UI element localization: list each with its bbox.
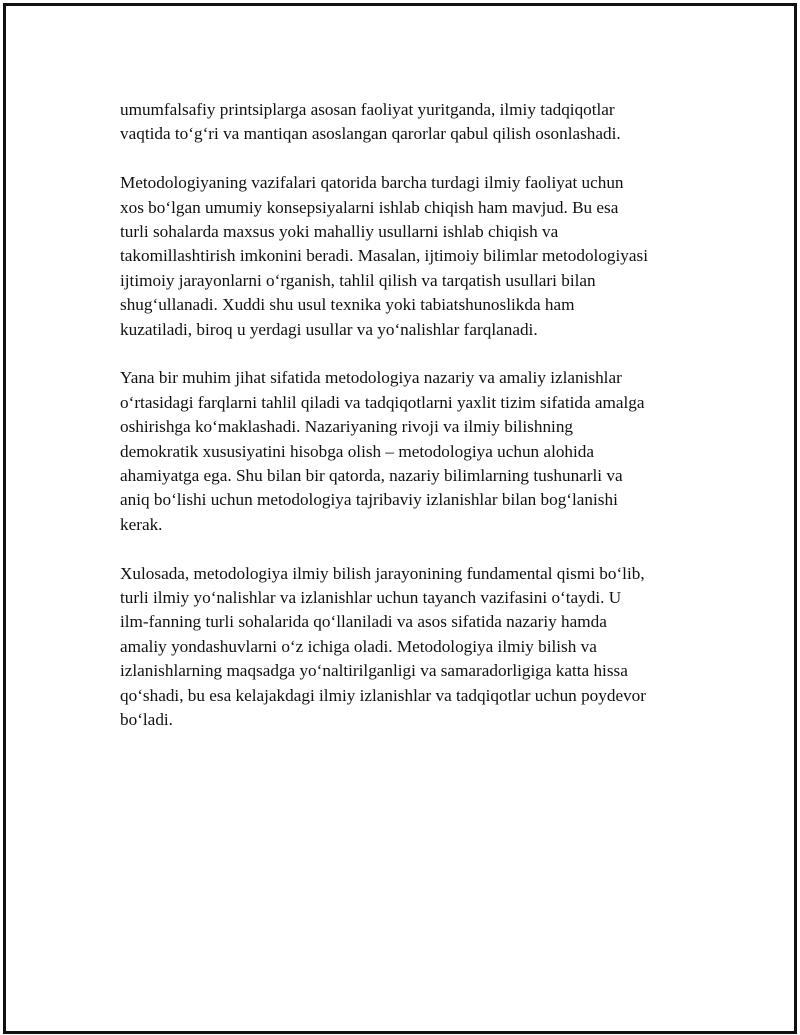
- paragraph-4: Xulosada, metodologiya ilmiy bilish jarayonining fundamental qismi bo‘lib, turli ilmiy yo‘nalishlar va izlanishlar uchun tayanch vazifasini o‘taydi. U ilm-fanning turli sohalarida qo‘llaniladi va asos sifatida nazariy hamda amaliy yondashuvlarni o‘z ichiga oladi. Metodologiya ilmiy bilish va izlanishlarning maqsadga yo‘naltirilganligi va samaradorligiga katta hissa qo‘shadi, bu esa kelajakdagi ilmiy izlanishlar va tadqiqotlar uchun poydevor bo‘ladi.: [120, 563, 646, 730]
- paragraph-2: Metodologiyaning vazifalari qatorida barcha turdagi ilmiy faoliyat uchun xos bo‘lgan umumiy konsepsiyalarni ishlab chiqish ham mavjud. Bu esa turli sohalarda maxsus yoki mahalliy usullarni ishlab chiqish va takomillashtirish imkonini beradi. Masalan, ijtimoiy bilimlar metodologiyasi ijtimoiy jarayonlarni o‘rganish, tahlil qilish va tarqatish usullari bilan shug‘ullanadi. Xuddi shu usul texnika yoki tabiatshunoslikda ham kuzatiladi, biroq u yerdagi usullar va yo‘nalishlar farqlanadi.: [120, 173, 648, 339]
- paragraph-3: Yana bir muhim jihat sifatida metodologiya nazariy va amaliy izlanishlar o‘rtasidagi farqlarni tahlil qiladi va tadqiqotlarni yaxlit tizim sifatida amalga oshirishga ko‘maklashadi. Nazariyaning rivoji va ilmiy bilishning demokratik xususiyatini hisobga olish – metodologiya uchun alohida ahamiyatga ega. Shu bilan bir qatorda, nazariy bilimlarning tushunarli va aniq bo‘lishi uchun metodologiya tajribaviy izlanishlar bilan bog‘lanishi kerak.: [120, 368, 645, 534]
- document-body: [120, 98, 692, 757]
- document-page: [3, 3, 797, 1034]
- paragraph-1: umumfalsafiy printsiplarga asosan faoliyat yuritganda, ilmiy tadqiqotlar vaqtida to‘g‘ri va mantiqan asoslangan qarorlar qabul qilish osonlashadi.: [120, 100, 621, 144]
